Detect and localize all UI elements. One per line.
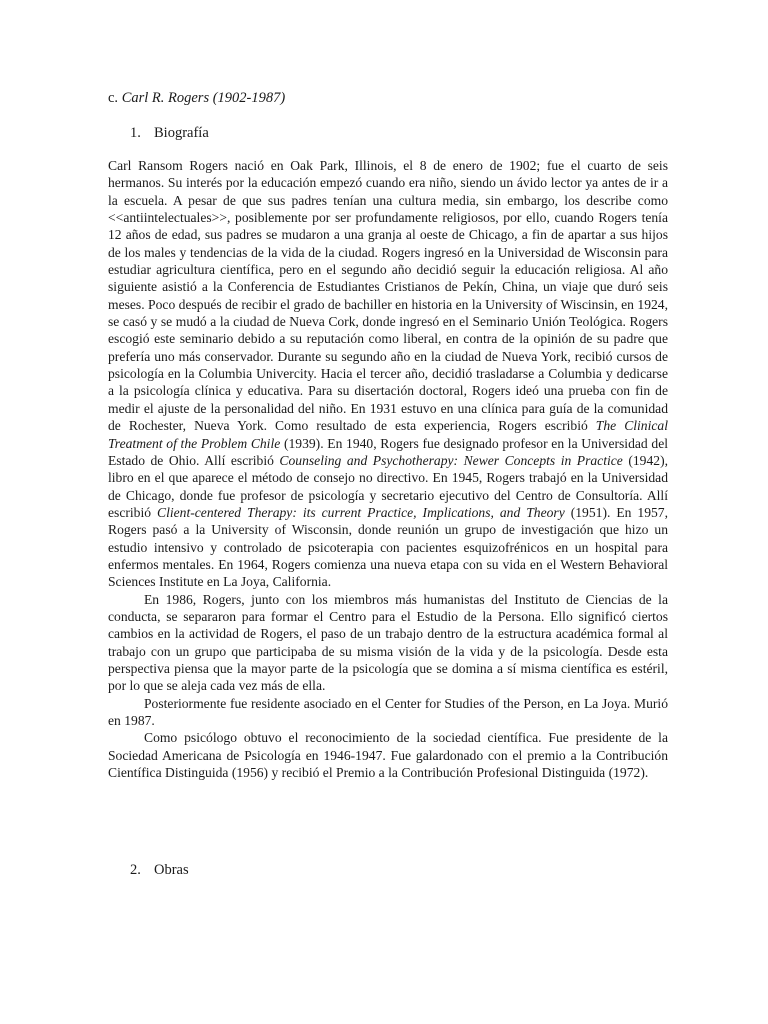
heading-biografia	[130, 124, 209, 142]
text-run: (1939). En 1940, Rogers fue designado profesor en la Universidad del Estado de Ohio. Allí escribió	[108, 435, 668, 468]
book-title: Counseling and Psychotherapy: Newer Concepts in Practice	[279, 452, 623, 468]
heading-label: Biografía	[154, 125, 209, 141]
section-author: Carl R. Rogers (1902-1987)	[121, 90, 286, 106]
heading-label: Obras	[154, 862, 189, 878]
paragraph-biography-4: Como psicólogo obtuvo el reconocimiento de la sociedad científica. Fue presidente de la Sociedad Americana de Psicología en 1946-1947. Fue galardonado con el premio a la Contribución Científica Distinguida (1956) y recibió el Premio a la Contribución Profesional Distinguida (1972).	[108, 730, 668, 781]
biography-body	[108, 157, 668, 781]
book-title: The Clinical Treatment of the Problem Chile	[108, 418, 668, 451]
text-run: Carl Ransom Rogers nació en Oak Park, Illinois, el 8 de enero de 1902; fue el cuarto de seis hermanos. Su interés por la educación empezó cuando era niño, siendo un ávido lector ya antes de ir a la escuela. A pesar de que sus padres tenían una cultura media, sin embargo, los describe como <<antiintelectuales>>, posiblemente por ser profundamente religiosos, por ello, cuando Rogers tenía 12 años de edad, sus padres se mudaron a una granja al oeste de Chicago, a fin de apartar a sus hijos de los males y tendencias de la vida de la ciudad. Rogers ingresó en la Universidad de Wisconsin para estudiar agricultura científica, pero en el segundo año decidió seguir la educación religiosa. Al año siguiente asistió a la Conferencia de Estudiantes Cristianos de Pekín, China, un viaje que duró seis meses. Poco después de recibir el grado de bachiller en historia en la University of Wiscinsin, en 1924, se casó y se mudó a la ciudad de Nueva Cork, donde ingresó en el Seminario Unión Teológica. Rogers escogió este seminario debido a su reputación como liberal, en contra de la opinión de su padre que prefería uno más conservador. Durante su segundo año en la ciudad de Nueva York, recibió cursos de psicología en la Columbia Univercity. Hacia el tercer año, decidió trasladarse a Columbia y dedicarse a la psicología clínica y educativa. Para su disertación doctoral, Rogers ideó una prueba con fin de medir el ajuste de la personalidad del niño. En 1931 estuvo en una clínica para guía de la comunidad de Rochester, Nueva York. Como resultado de esta experiencia, Rogers escribió	[108, 158, 668, 434]
heading-number: 2.	[130, 862, 141, 878]
heading-number: 1.	[130, 125, 141, 141]
text-run: (1951). En 1957, Rogers pasó a la University of Wisconsin, donde reunión un grupo de investigación que hizo un estudio intensivo y controlado de psicoterapia con pacientes esquizofrénicos en un hospital para enfermos mentales. En 1964, Rogers comienza una nueva etapa con su vida en el Western Behavioral Sciences Institute en La Joya, California.	[108, 504, 669, 590]
text-run: (1942), libro en el que aparece el método de consejo no directivo. En 1945, Rogers trabajó en la Universidad de Chicago, donde fue profesor de psicología y secretario ejecutivo del Centro de Consultoría. Allí escribió	[108, 452, 668, 520]
section-prefix: c.	[108, 90, 119, 106]
paragraph-biography-1	[108, 157, 668, 591]
paragraph-biography-2: En 1986, Rogers, junto con los miembros más humanistas del Instituto de Ciencias de la conducta, se separaron para formar el Centro para el Estudio de la Persona. Ello significó ciertos cambios en la actividad de Rogers, el paso de un trabajo dentro de la estructura académica formal al trabajo con un grupo que participaba de su misma visión de la vida y de la psicología. Desde esta perspectiva piensa que la mayor parte de la psicología que se domina a sí misma científica es estéril, por lo que se aleja cada vez más de ella.	[108, 591, 668, 694]
heading-obras	[130, 861, 189, 879]
paragraph-biography-3: Posteriormente fue residente asociado en el Center for Studies of the Person, en La Joya. Murió en 1987.	[108, 695, 668, 728]
book-title: Client-centered Therapy: its current Practice, Implications, and Theory	[157, 504, 565, 520]
section-title	[108, 89, 285, 107]
